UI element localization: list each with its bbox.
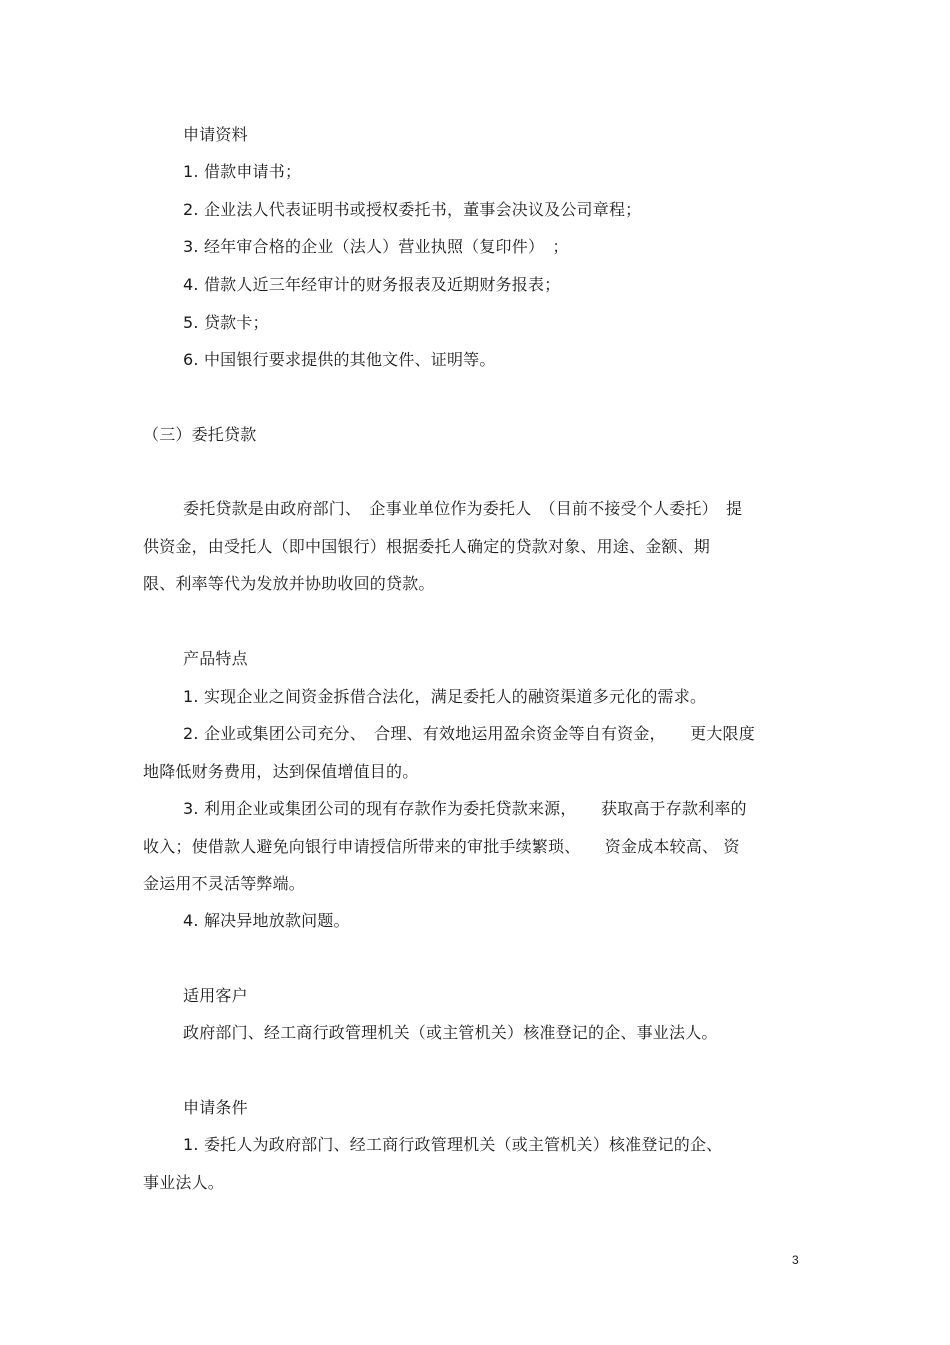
apply-material-item: 1. 借款申请书； [183,162,302,181]
apply-material-item: 3. 经年审合格的企业（法人）营业执照（复印件） ； [183,237,569,256]
feature-line: 3. 利用企业或集团公司的现有存款作为委托贷款来源， 获取高于存款利率的 [183,799,747,818]
heading-apply-materials: 申请资料 [183,125,248,144]
feature-line: 4. 解决异地放款问题。 [183,911,350,930]
apply-material-item: 2. 企业法人代表证明书或授权委托书，董事会决议及公司章程； [183,200,642,219]
entrusted-loan-description-line: 委托贷款是由政府部门、 企事业单位作为委托人 （目前不接受个人委托） 提 [183,499,743,518]
apply-material-item: 4. 借款人近三年经审计的财务报表及近期财务报表； [183,275,561,294]
heading-features: 产品特点 [183,649,248,668]
condition-line: 1. 委托人为政府部门、经工商行政管理机关（或主管机关）核准登记的企、 [183,1135,723,1154]
apply-material-item: 6. 中国银行要求提供的其他文件、证明等。 [183,350,496,369]
entrusted-loan-description-line: 限、利率等代为发放并协助收回的贷款。 [143,574,435,593]
heading-entrusted-loan: （三）委托贷款 [143,425,257,444]
customers-text: 政府部门、经工商行政管理机关（或主管机关）核准登记的企、事业法人。 [183,1023,718,1042]
feature-line: 收入；使借款人避免向银行申请授信所带来的审批手续繁琐、 资金成本较高、 资 [143,837,740,856]
entrusted-loan-description-line: 供资金，由受托人（即中国银行）根据委托人确定的贷款对象、用途、金额、期 [143,537,711,556]
feature-line: 金运用不灵活等弊端。 [143,874,306,893]
feature-line: 2. 企业或集团公司充分、 合理、有效地运用盈余资金等自有资金， 更大限度 [183,724,755,743]
feature-line: 地降低财务费用，达到保值增值目的。 [143,762,419,781]
apply-material-item: 5. 贷款卡； [183,313,269,332]
page-number: 3 [792,1253,799,1267]
heading-conditions: 申请条件 [183,1098,248,1117]
heading-customers: 适用客户 [183,986,248,1005]
condition-line: 事业法人。 [143,1173,225,1192]
feature-line: 1. 实现企业之间资金拆借合法化，满足委托人的融资渠道多元化的需求。 [183,687,707,706]
